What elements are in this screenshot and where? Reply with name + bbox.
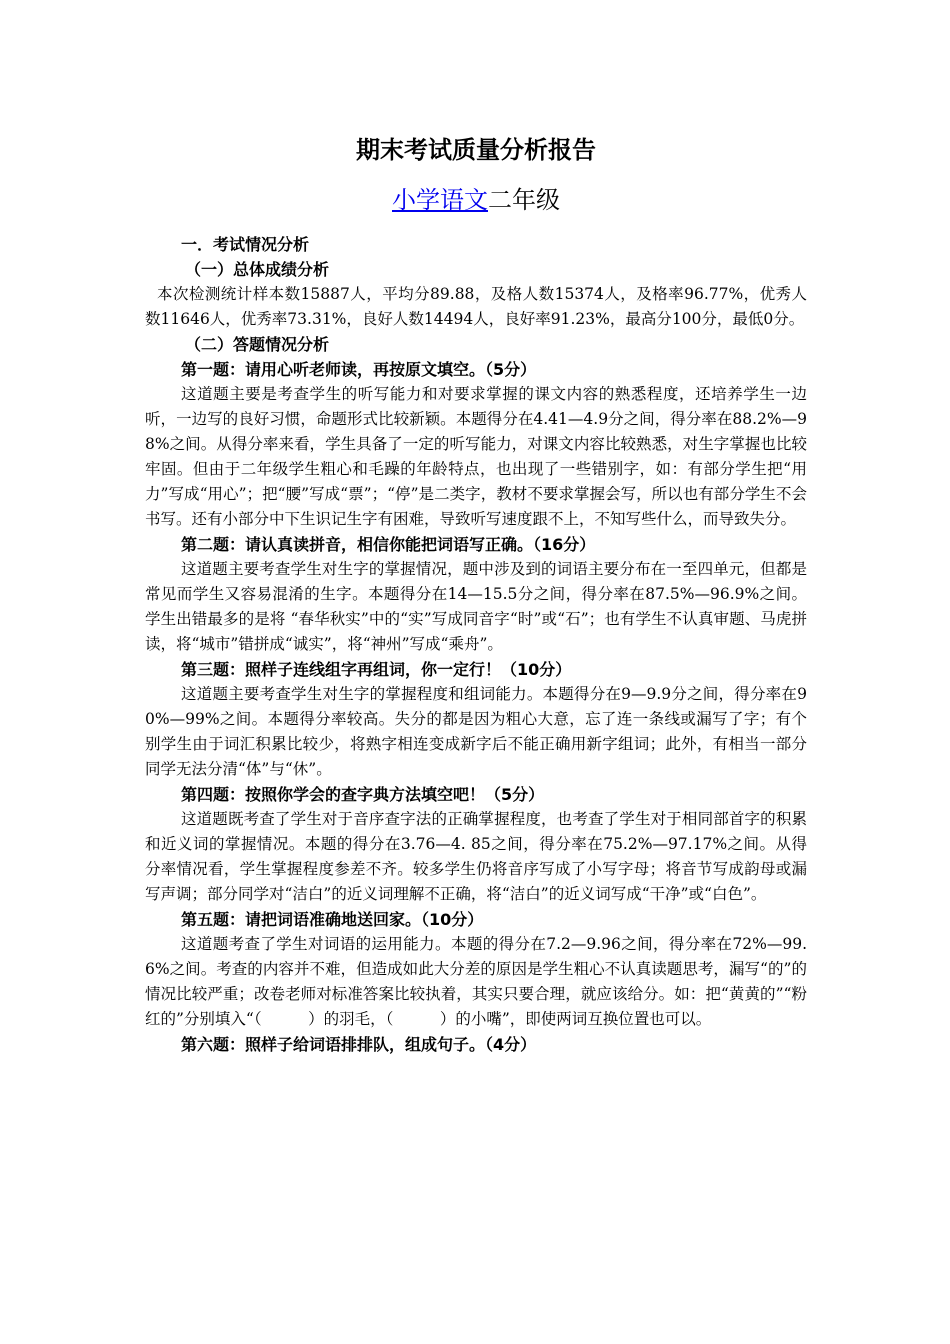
document-title: 期末考试质量分析报告 (356, 136, 596, 164)
question-3-heading: 第三题：照样子连线组字再组词，你一定行！（10分） (181, 660, 572, 679)
question-4-paragraph: 这道题既考查了学生对于音序查字法的正确掌握程度，也考查了学生对于相同部首字的积累和近义词的掌握情况。本题的得分在3.76—4. 85之间，得分率在75.2%—97.17%之间。从得分率情况看，学生掌握程度参差不齐。较多学生仍将音序写成了小写字母；将音节写成韵母或漏写声调；部分同学对“洁白”的近义词理解不正确，将“洁白”的近义词写成“干净”或“白色”。 (145, 810, 807, 903)
question-5-paragraph: 这道题考查了学生对词语的运用能力。本题的得分在7.2—9.96之间，得分率在72%—99.6%之间。考查的内容并不难，但造成如此大分差的原因是学生粗心不认真读题思考，漏写“的”的情况比较严重；改卷老师对标准答案比较执着，其实只要合理，就应该给分。如：把“黄黄的”“粉红的”分别填入“（ ）的羽毛，（ ）的小嘴”，即使两词互换位置也可以。 (145, 935, 807, 1028)
question-2-heading: 第二题：请认真读拼音，相信你能把词语写正确。（16分） (181, 535, 596, 554)
question-6-heading: 第六题：照样子给词语排排队，组成句子。（4分） (181, 1035, 537, 1054)
question-3-paragraph: 这道题主要考查学生对生字的掌握程度和组词能力。本题得分在9—9.9分之间，得分率在90%—99%之间。本题得分率较高。失分的都是因为粗心大意，忘了连一条线或漏写了字；有个别学生由于词汇积累比较少，将熟字相连变成新字后不能正确用新字组词；此外，有相当一部分同学无法分清“体”与“休”。 (145, 685, 807, 778)
overall-paragraph: 本次检测统计样本数15887人，平均分89.88，及格人数15374人，及格率96.77%，优秀人数11646人，优秀率73.31%，良好人数14494人，良好率91.23%，最高分100分，最低0分。 (145, 285, 807, 328)
document-page (145, 130, 807, 1057)
grade-text: 二年级 (488, 186, 560, 214)
question-1-paragraph: 这道题主要是考查学生的听写能力和对要求掌握的课文内容的熟悉程度，还培养学生一边听，一边写的良好习惯，命题形式比较新颖。本题得分在4.41—4.9分之间，得分率在88.2%—98%之间。从得分率来看，学生具备了一定的听写能力，对课文内容比较熟悉，对生字掌握也比较牢固。但由于二年级学生粗心和毛躁的年龄特点，也出现了一些错别字，如：有部分学生把“用力”写成“用心”；把“腰”写成“票”；“停”是二类字，教材不要求掌握会写，所以也有部分学生不会书写。还有小部分中下生识记生字有困难，导致听写速度跟不上，不知写些什么，而导致失分。 (145, 385, 807, 528)
subsection-heading-overall: （一）总体成绩分析 (185, 260, 330, 279)
question-1-heading: 第一题：请用心听老师读，再按原文填空。（5分） (181, 360, 537, 379)
question-4-heading: 第四题：按照你学会的查字典方法填空吧！（5分） (181, 785, 545, 804)
question-5-heading: 第五题：请把词语准确地送回家。（10分） (181, 910, 484, 929)
section-heading-exam-analysis: 一．考试情况分析 (181, 235, 310, 254)
document-subtitle (145, 180, 807, 220)
subject-link[interactable]: 小学语文 (392, 186, 488, 214)
question-2-paragraph: 这道题主要考查学生对生字的掌握情况，题中涉及到的词语主要分布在一至四单元，但都是常见而学生又容易混淆的生字。本题得分在14—15.5分之间，得分率在87.5%—96.9%之间。学生出错最多的是将 “春华秋实”中的“实”写成同音字“时”或“石”；也有学生不认真审题、马虎拼读，将“城市”错拼成“诚实”，将“神州”写成“乘舟”。 (145, 560, 807, 653)
subsection-heading-answers: （二）答题情况分析 (185, 335, 330, 354)
